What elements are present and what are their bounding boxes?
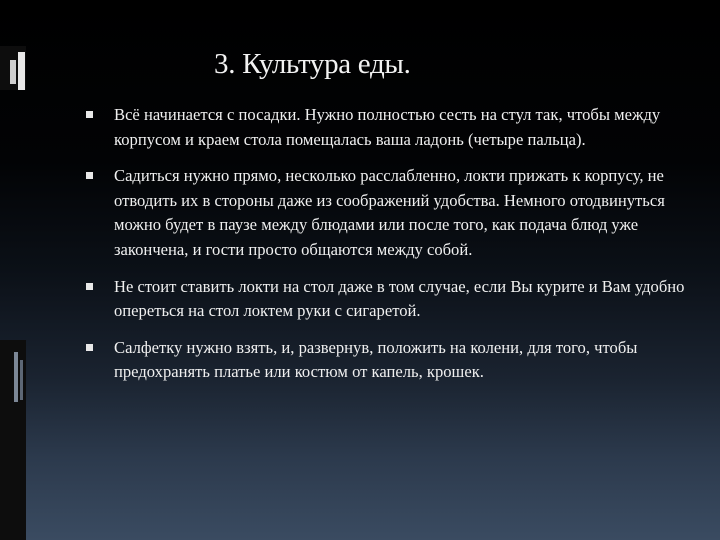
bullet-text: Садиться нужно прямо, несколько расслабленно, локти прижать к корпусу, не отводить их в стороны даже из соображений удобства. Немного отодвинуться можно будет в паузе между блюдами или после того, как подача блюд уже закончена, и гости просто общаются между собой. <box>114 166 665 259</box>
decor-bar <box>18 52 25 90</box>
bullet-item <box>84 164 696 262</box>
decor-bar <box>14 352 18 402</box>
bullet-item <box>84 336 696 385</box>
decor-bar <box>20 360 23 400</box>
bullet-list <box>84 103 696 397</box>
square-bullet-icon <box>86 172 93 179</box>
bullet-item <box>84 103 696 152</box>
bullet-item <box>84 275 696 324</box>
bullet-text: Всё начинается с посадки. Нужно полностью сесть на стул так, чтобы между корпусом и краем стола помещалась ваша ладонь (четыре пальца). <box>114 105 661 149</box>
slide-title: 3. Культура еды. <box>214 48 411 80</box>
square-bullet-icon <box>86 111 93 118</box>
square-bullet-icon <box>86 344 93 351</box>
square-bullet-icon <box>86 283 93 290</box>
bullet-text: Салфетку нужно взять, и, развернув, положить на колени, для того, чтобы предохранять платье или костюм от капель, крошек. <box>114 337 638 382</box>
bullet-text: Не стоит ставить локти на стол даже в том случае, если Вы курите и Вам удобно опереться на стол локтем руки с сигаретой. <box>114 276 685 321</box>
decor-bar <box>10 60 16 84</box>
